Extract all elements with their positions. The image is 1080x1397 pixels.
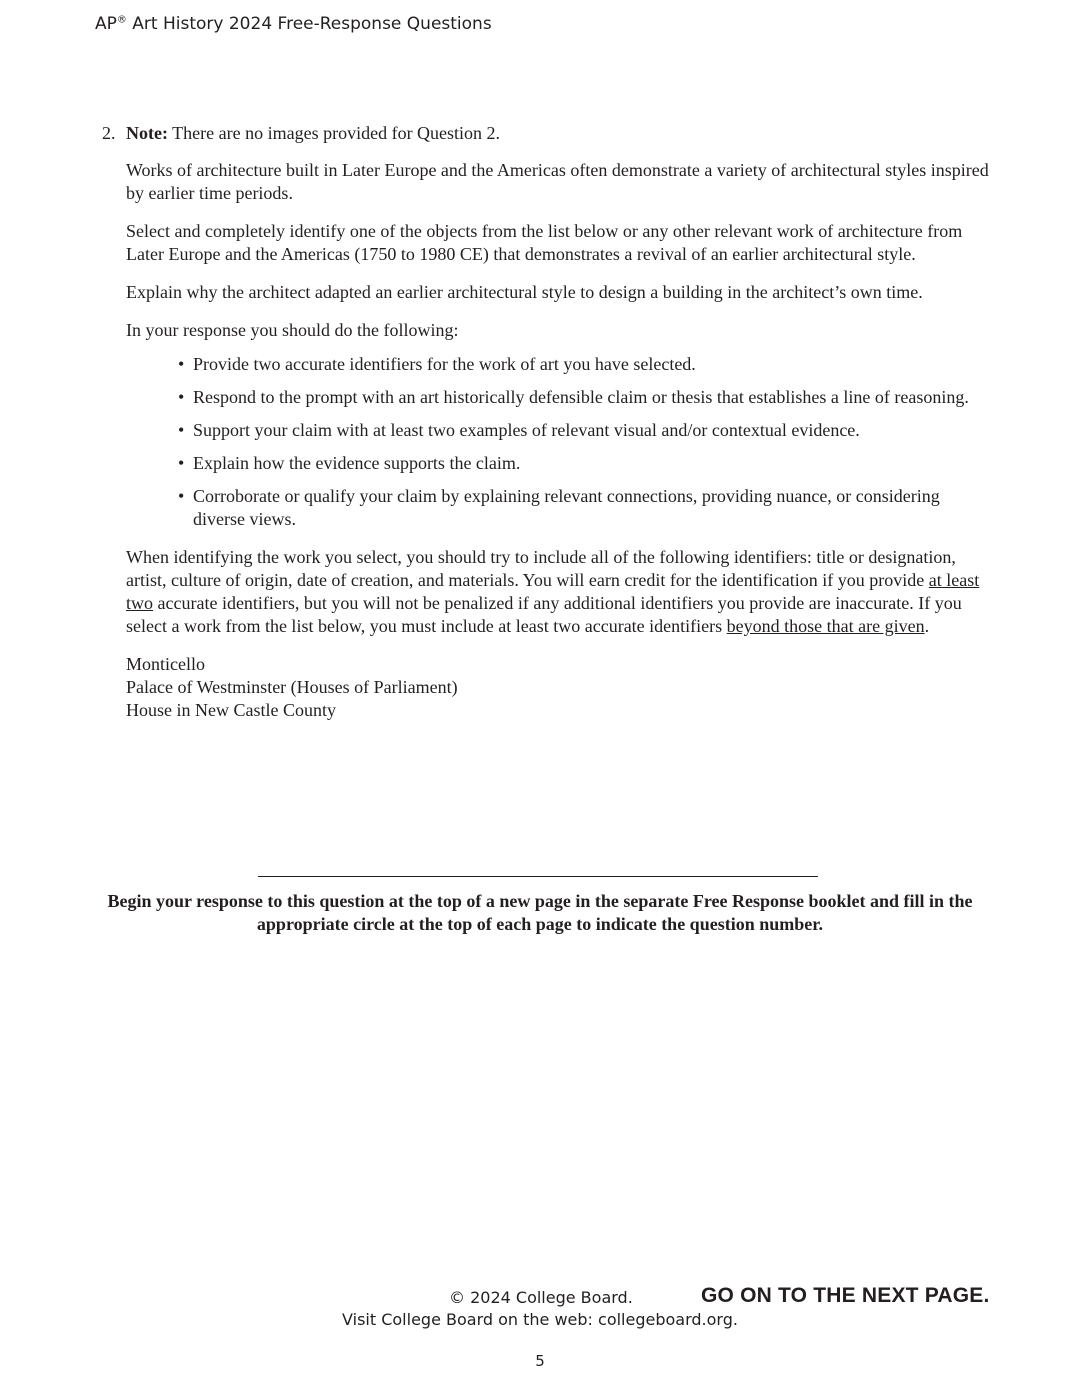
work-item: House in New Castle County: [126, 700, 336, 720]
question-task: Explain why the architect adapted an earlier architectural style to design a building in the architect’s own time.: [126, 282, 923, 302]
question-number: 2.: [102, 123, 116, 143]
note-label: Note:: [126, 123, 168, 143]
question-body: [126, 159, 992, 722]
response-requirements-list: [178, 353, 992, 531]
copyright: © 2024 College Board.: [449, 1288, 633, 1307]
work-item: Monticello: [126, 654, 205, 674]
header-title-suffix: Art History 2024 Free-Response Questions: [126, 14, 492, 34]
list-item: • Provide two accurate identifiers for the work of art you have selected.: [178, 353, 992, 376]
registered-mark: ®: [116, 14, 127, 26]
page-number: 5: [535, 1352, 545, 1370]
work-item: Palace of Westminster (Houses of Parliament): [126, 677, 458, 697]
list-item: • Explain how the evidence supports the claim.: [178, 452, 992, 475]
identify-text-2: accurate identifiers, but you will not be penalized if any additional identifiers you provide are inaccurate. If you select a work from the list below, you must include at least two accurate identifiers: [126, 593, 962, 636]
identify-underline-1: at least two: [126, 570, 980, 613]
response-lead: In your response you should do the following:: [126, 320, 459, 340]
page-header: [95, 14, 492, 34]
works-list: [126, 653, 992, 722]
question-note-line: [102, 122, 992, 145]
identify-underline-2: beyond those that are given: [726, 616, 925, 636]
response-instructions: Begin your response to this question at the top of a new page in the separate Free Response booklet and fill in the appropriate circle at the top of each page to indicate the question number.: [107, 891, 973, 934]
list-item: • Respond to the prompt with an art historically defensible claim or thesis that establishes a line of reasoning.: [178, 386, 992, 409]
question-select-prompt: Select and completely identify one of the objects from the list below or any other relevant work of architecture from Later Europe and the Americas (1750 to 1980 CE) that demonstrates a revival of an earlier architectural style.: [126, 221, 963, 264]
identify-text-3: .: [924, 616, 930, 636]
identification-instructions: [126, 546, 992, 638]
header-title-prefix: AP: [95, 14, 117, 34]
list-item: • Corroborate or qualify your claim by explaining relevant connections, providing nuance, or considering diverse views.: [178, 485, 992, 531]
question-2: [102, 122, 992, 722]
go-to-next-page: GO ON TO THE NEXT PAGE.: [701, 1284, 990, 1307]
separator-rule: [258, 876, 818, 877]
list-item: • Support your claim with at least two examples of relevant visual and/or contextual evidence.: [178, 419, 992, 442]
question-intro: Works of architecture built in Later Europe and the Americas often demonstrate a variety of architectural styles inspired by earlier time periods.: [126, 160, 989, 203]
identify-text-1: When identifying the work you select, you should try to include all of the following identifiers: title or designation, artist, culture of origin, date of creation, and materials. You will earn credit for the identification if you provide: [126, 547, 956, 590]
note-text: There are no images provided for Question 2.: [167, 123, 501, 143]
visit-website: Visit College Board on the web: collegeboard.org.: [342, 1310, 738, 1329]
